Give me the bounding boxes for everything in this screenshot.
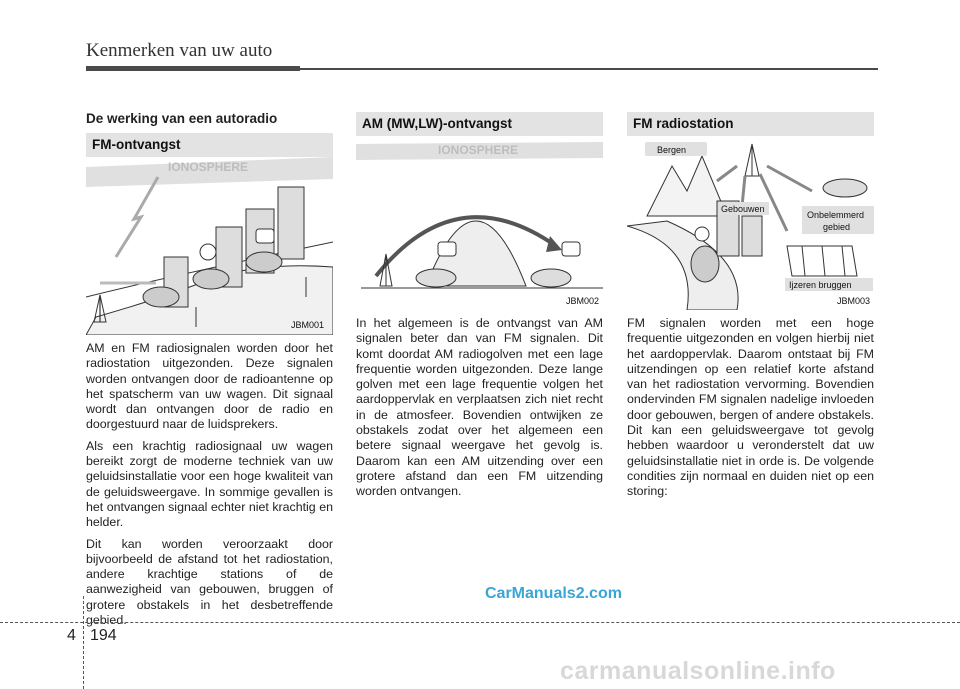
column-2-text [356,316,603,506]
fm-reception-illustration [86,157,333,335]
bottom-watermark: carmanualsonline.info [560,657,836,685]
section-title: De werking van een autoradio [86,111,278,126]
col1-paragraph-2: Als een krachtig radiosignaal uw wagen bereikt zorgt de moderne techniek van uw geluidsinstallatie voor een hoge kwaliteit van de geluidsweergave. In sommige gevallen is het ontvangen signaal echter niet krachtig en helder. [86,438,333,530]
page-header-title: Kenmerken van uw auto [86,40,273,61]
am-reception-figure [356,112,603,310]
fm-station-illustration [627,136,874,310]
col1-paragraph-3: Dit kan worden veroorzaakt door bijvoorbeeld de afstand tot het radiostation, andere krachtige stations of de aanwezigheid van gebouwen, bruggen of grotere obstakels in het desbetreffende gebied. [86,536,333,628]
column-1-text [86,341,333,634]
am-reception-figure-code: JBM002 [566,296,600,306]
header-rule-thick [86,66,300,71]
fm-station-title: FM radiostation [633,116,734,131]
am-reception-title-bar [356,112,603,136]
fm-station-figure [627,112,874,310]
label-mountains: Bergen [657,145,687,155]
footer-vertical-rule [83,596,84,689]
fm-reception-figure-code: JBM001 [291,320,325,330]
label-unobstructed-2: gebied [823,222,851,232]
fm-reception-figure [86,133,333,335]
page-number: 194 [90,627,117,644]
fm-station-title-bar [627,112,874,136]
col2-paragraph-1: In het algemeen is de ontvangst van AM signalen beter dan van FM signalen. Dit komt doordat AM radiogolven met een lage frequentie worden uitgezonden. Deze lange golven met een lage frequentie volgen het aardoppervlak en verplaatsen zich niet recht in de atmosfeer. Bovendien ontwijken ze obstakels zodat over het algemeen een betere signaal weergave het gevolg is. Daarom kan een AM uitzending over een grotere afstand dan een FM uitzending worden ontvangen. [356,316,603,499]
label-unobstructed-1: Onbelemmerd [807,210,865,220]
fm-reception-title: FM-ontvangst [92,137,181,152]
site-watermark: CarManuals2.com [485,585,622,602]
label-bridges: Ijzeren bruggen [789,280,852,290]
label-buildings: Gebouwen [721,204,765,214]
fm-station-figure-code: JBM003 [837,296,871,306]
fm-ionosphere-label: IONOSPHERE [168,160,249,174]
am-reception-title: AM (MW,LW)-ontvangst [362,116,512,131]
fm-reception-title-bar [86,133,333,157]
footer-rule [0,622,960,623]
chapter-number: 4 [67,627,76,644]
am-reception-illustration [356,136,603,310]
col3-paragraph-1: FM signalen worden met een hoge frequentie uitgezonden en volgen hierbij niet het aardoppervlak. Daarom ontstaat bij FM uitzendingen op een relatief korte afstand van het radiostation vervorming. Bovendien ondervinden FM signalen nadelige invloeden door gebouwen, bergen of andere obstakels. Dit kan een geluidsweergave tot gevolg hebben waardoor u veronderstelt dat uw geluidsinstallatie niet in orde is. De volgende condities zijn normaal en duiden niet op een storing: [627,316,874,499]
column-3-text [627,316,874,506]
am-ionosphere-label: IONOSPHERE [438,143,519,157]
col1-paragraph-1: AM en FM radiosignalen worden door het radiostation uitgezonden. Deze signalen worden ontvangen door de radioantenne op het spatscherm van uw wagen. Dit signaal wordt dan ontvangen door de radio en doorgestuurd naar de luidsprekers. [86,341,333,432]
header-rule-thin [300,68,878,70]
